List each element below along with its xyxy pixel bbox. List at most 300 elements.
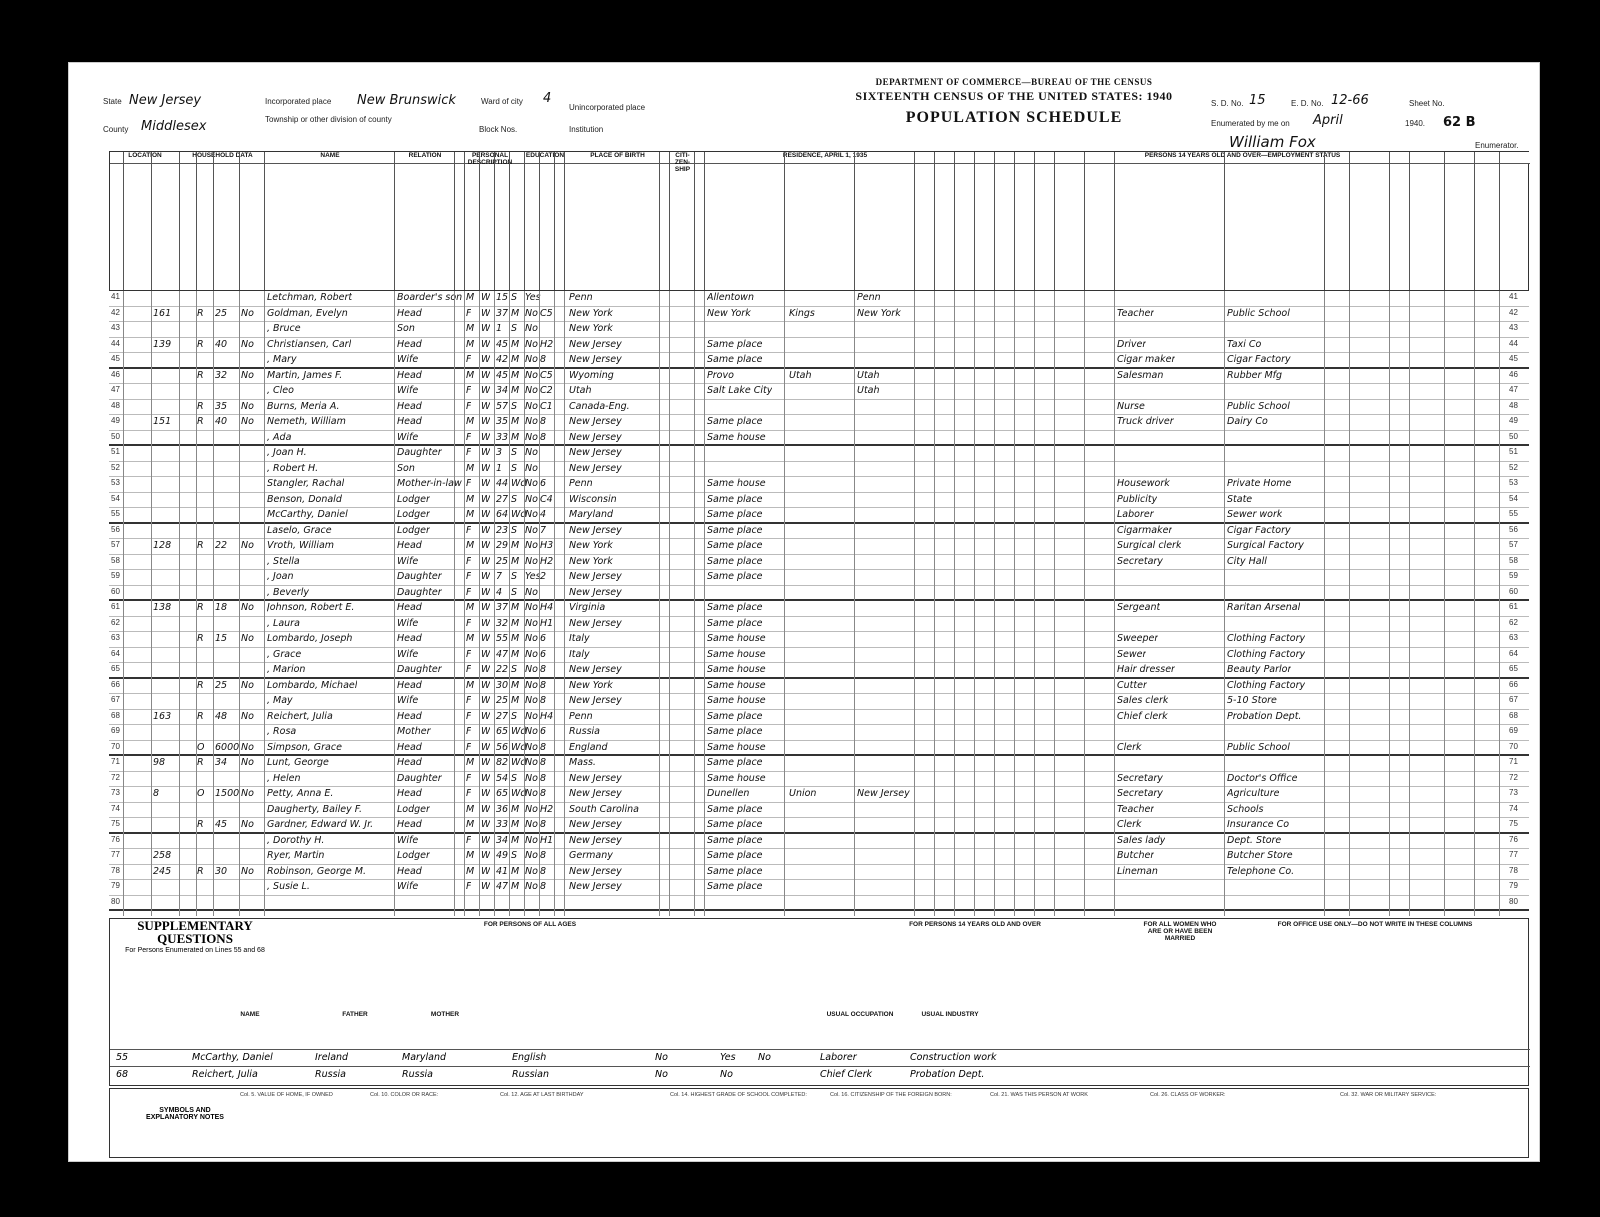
cell-grade: 8 [540, 819, 547, 830]
cell-name: , Bruce [267, 323, 301, 334]
cell-occ: Clerk [1117, 819, 1142, 830]
cell-rel: Head [397, 741, 422, 753]
cell-farm: No [241, 540, 254, 551]
cell-line: 55 [111, 509, 120, 518]
table-row [109, 756, 1529, 772]
cell-ind: Private Home [1227, 478, 1292, 489]
cell-ms: S [511, 292, 518, 303]
cell-line-right: 50 [1509, 431, 1518, 441]
supp-cell-ind: Construction work [910, 1052, 997, 1063]
cell-rel: Head [397, 540, 422, 551]
cell-sch: No [525, 710, 538, 722]
cell-grade: H2 [540, 555, 554, 567]
cell-line-right: 58 [1509, 555, 1518, 565]
cell-line-right: 80 [1509, 896, 1518, 906]
note-col10: Col. 10. COLOR OR RACE: [370, 1092, 439, 1098]
col-31 [1390, 152, 1410, 290]
group-birth: PLACE OF BIRTH [565, 152, 670, 164]
cell-rel: Mother [397, 726, 431, 737]
supp-group-women: FOR ALL WOMEN WHO ARE OR HAVE BEEN MARRIED [1143, 921, 1217, 942]
cell-sch: No [525, 664, 538, 675]
col-street [124, 152, 152, 290]
cell-birth: New Jersey [569, 571, 622, 582]
cell-race: W [481, 369, 491, 381]
cell-age: 27 [496, 710, 509, 722]
cell-value: 25 [215, 679, 228, 691]
cell-age: 57 [496, 400, 509, 412]
cell-sch: No [525, 648, 538, 660]
col-name [265, 152, 395, 290]
group-residence: RESIDENCE, APRIL 1, 1935 [695, 152, 955, 164]
cell-name: , Helen [267, 772, 301, 784]
cell-name: Johnson, Robert E. [267, 602, 355, 613]
cell-county: Union [789, 788, 817, 799]
cell-age: 7 [496, 571, 503, 582]
column-divider [509, 291, 510, 916]
cell-value: 30 [215, 865, 228, 877]
sheet-label: Sheet No. [1409, 99, 1445, 108]
cell-ms: M [511, 803, 520, 815]
cell-line-right: 60 [1509, 586, 1518, 596]
cell-ms: M [511, 695, 520, 706]
cell-ms: M [511, 369, 520, 381]
cell-age: 33 [496, 431, 509, 443]
cell-line: 45 [111, 354, 120, 363]
cell-grade: 8 [540, 850, 547, 861]
cell-rel: Boarder's son [397, 292, 463, 303]
cell-grade: H4 [540, 710, 554, 722]
cell-line-right: 70 [1509, 741, 1518, 751]
column-divider [196, 291, 197, 916]
cell-race: W [481, 555, 491, 567]
column-divider [464, 291, 465, 916]
table-row [109, 849, 1529, 865]
cell-own: R [197, 710, 204, 722]
col-owned [197, 152, 214, 290]
table-row [109, 694, 1529, 710]
cell-age: 15 [496, 292, 509, 303]
cell-city: Same house [707, 679, 766, 691]
cell-own: R [197, 679, 204, 691]
table-row [109, 539, 1529, 555]
cell-city: Same place [707, 416, 763, 427]
cell-sch: No [525, 323, 538, 334]
cell-value: 35 [215, 400, 228, 412]
supp-col-usual-ind: USUAL INDUSTRY [921, 1011, 979, 1018]
table-row [109, 415, 1529, 431]
supplementary-row [110, 1066, 1530, 1082]
cell-ms: S [511, 462, 518, 474]
cell-rel: Daughter [397, 664, 442, 675]
cell-sex: M [466, 493, 475, 505]
cell-birth: England [569, 741, 608, 753]
cell-city: Same place [707, 819, 763, 830]
cell-occ: Hair dresser [1117, 664, 1175, 675]
cell-sch: No [525, 772, 538, 784]
cell-name: , Grace [267, 648, 302, 660]
cell-birth: New Jersey [569, 586, 622, 598]
cell-age: 27 [496, 493, 509, 505]
col-23 [995, 152, 1015, 290]
cell-own: R [197, 757, 204, 768]
cell-ms: M [511, 819, 520, 830]
cell-line-right: 45 [1509, 354, 1518, 363]
cell-occ: Nurse [1117, 400, 1145, 412]
cell-house: 138 [153, 602, 172, 613]
table-row [109, 291, 1529, 307]
cell-age: 54 [496, 772, 509, 784]
cell-line: 44 [111, 338, 120, 348]
cell-value: 45 [215, 819, 228, 830]
column-divider [974, 291, 975, 916]
cell-city: Same place [707, 726, 763, 737]
cell-birth: South Carolina [569, 803, 639, 815]
cell-name: Petty, Anna E. [267, 788, 334, 799]
cell-ind: Public School [1227, 400, 1290, 412]
cell-value: 6000 [215, 741, 240, 753]
cell-age: 37 [496, 602, 509, 613]
cell-birth: Italy [569, 648, 590, 660]
cell-line: 72 [111, 772, 120, 782]
cell-race: W [481, 323, 491, 334]
supp-group-all-ages: FOR PERSONS OF ALL AGES [483, 921, 577, 928]
cell-birth: Mass. [569, 757, 596, 768]
col-34 [1475, 152, 1500, 290]
cell-city: Same house [707, 741, 766, 753]
cell-sex: F [466, 726, 472, 737]
cell-ms: Wd [511, 757, 527, 768]
col-hh-no [180, 152, 197, 290]
cell-birth: New Jersey [569, 354, 622, 365]
cell-line-right: 56 [1509, 524, 1518, 534]
cell-birth: New Jersey [569, 431, 622, 443]
cell-sex: F [466, 772, 472, 784]
supp-cell-ind: Probation Dept. [910, 1069, 985, 1080]
cell-grade: H3 [540, 540, 554, 551]
table-row [109, 617, 1529, 633]
cell-race: W [481, 431, 491, 443]
cell-line: 47 [111, 385, 120, 394]
cell-age: 33 [496, 819, 509, 830]
cell-grade: H2 [540, 803, 554, 815]
cell-occ: Sergeant [1117, 602, 1161, 613]
group-citizenship: CITI-ZEN-SHIP [670, 152, 695, 164]
cell-sch: No [525, 493, 538, 505]
cell-ms: M [511, 431, 520, 443]
cell-city: Same house [707, 431, 766, 443]
cell-age: 22 [496, 664, 509, 675]
cell-ms: S [511, 772, 518, 784]
cell-grade: 8 [540, 695, 547, 706]
cell-sex: M [466, 416, 475, 427]
cell-line-right: 53 [1509, 478, 1518, 487]
cell-grade: H4 [540, 602, 554, 613]
cell-race: W [481, 850, 491, 861]
cell-sex: M [466, 865, 475, 877]
group-personal: PERSONAL DESCRIPTION [455, 152, 525, 164]
cell-line: 58 [111, 555, 120, 565]
col-code-d [695, 152, 705, 290]
cell-grade: 8 [540, 354, 547, 365]
cell-sch: No [525, 400, 538, 412]
cell-grade: 6 [540, 726, 547, 737]
table-row [109, 369, 1529, 385]
cell-line-right: 55 [1509, 509, 1518, 518]
cell-ind: Rubber Mfg [1227, 369, 1283, 381]
cell-race: W [481, 803, 491, 815]
cell-ms: M [511, 416, 520, 427]
cell-age: 30 [496, 679, 509, 691]
cell-birth: New Jersey [569, 617, 622, 629]
cell-occ: Secretary [1117, 788, 1163, 799]
cell-race: W [481, 788, 491, 799]
cell-ms: S [511, 323, 518, 334]
table-row [109, 741, 1529, 757]
cell-value: 40 [215, 338, 228, 350]
col-line-no-right [1500, 152, 1530, 290]
cell-grade: C5 [540, 369, 553, 381]
cell-sch: No [525, 462, 538, 474]
cell-birth: New York [569, 679, 613, 691]
column-divider [454, 291, 455, 916]
cell-line: 43 [111, 323, 120, 332]
supp-cell-ded: No [758, 1052, 771, 1063]
cell-line-right: 43 [1509, 323, 1518, 332]
cell-ind: Dept. Store [1227, 834, 1282, 846]
cell-sch: No [525, 602, 538, 613]
cell-line-right: 79 [1509, 881, 1518, 890]
cell-line: 71 [111, 757, 120, 766]
table-row [109, 648, 1529, 664]
cell-race: W [481, 540, 491, 551]
cell-rel: Wife [397, 555, 419, 567]
cell-sch: No [525, 726, 538, 737]
supp-cell-lang: Russian [512, 1069, 550, 1080]
sheet-header [69, 63, 1539, 155]
enumerated-value: April [1313, 113, 1343, 128]
supp-cell-ss: No [720, 1069, 733, 1080]
cell-line: 51 [111, 447, 120, 456]
cell-line: 63 [111, 633, 120, 642]
cell-age: 29 [496, 540, 509, 551]
cell-sex: F [466, 834, 472, 846]
cell-ind: Beauty Parlor [1227, 664, 1292, 675]
col-house-no [152, 152, 180, 290]
cell-sch: No [525, 354, 538, 365]
cell-ind: Raritan Arsenal [1227, 602, 1301, 613]
table-row [109, 632, 1529, 648]
table-row [109, 462, 1529, 478]
cell-birth: Canada-Eng. [569, 400, 630, 412]
cell-sch: No [525, 819, 538, 830]
cell-ms: M [511, 865, 520, 877]
cell-line-right: 47 [1509, 385, 1518, 394]
cell-occ: Driver [1117, 338, 1147, 350]
cell-own: R [197, 338, 204, 350]
cell-state: Penn [857, 292, 881, 303]
cell-sch: No [525, 447, 538, 458]
col-res-city [705, 152, 785, 290]
cell-line: 80 [111, 896, 120, 906]
cell-race: W [481, 726, 491, 737]
supplementary-row [110, 1049, 1530, 1065]
cell-sch: No [525, 524, 538, 536]
col-relation [395, 152, 455, 290]
supp-cell-occ: Chief Clerk [820, 1069, 873, 1080]
cell-rel: Lodger [397, 493, 430, 505]
cell-rel: Daughter [397, 447, 442, 458]
cell-occ: Chief clerk [1117, 710, 1168, 722]
cell-city: Same place [707, 757, 763, 768]
cell-race: W [481, 586, 491, 598]
cell-grade: 6 [540, 648, 547, 660]
table-row [109, 834, 1529, 850]
cell-race: W [481, 710, 491, 722]
cell-sch: Yes [525, 292, 541, 303]
cell-city: Same place [707, 571, 763, 582]
cell-grade: 2 [540, 571, 547, 582]
group-education: EDUCATION [525, 152, 565, 164]
supp-cell-occ: Laborer [820, 1052, 857, 1063]
cell-occ: Truck driver [1117, 416, 1174, 427]
cell-birth: Penn [569, 292, 593, 303]
cell-line-right: 61 [1509, 602, 1518, 611]
cell-farm: No [241, 788, 254, 799]
cell-ms: M [511, 555, 520, 567]
column-divider [914, 291, 915, 916]
supplementary-subtitle: For Persons Enumerated on Lines 55 and 68 [125, 947, 265, 954]
cell-city: New York [707, 307, 751, 319]
table-row [109, 865, 1529, 881]
cell-sex: F [466, 648, 472, 660]
cell-name: Burns, Meria A. [267, 400, 340, 412]
column-divider [694, 291, 695, 916]
cell-rel: Wife [397, 834, 419, 846]
cell-grade: 8 [540, 741, 547, 753]
col-race [480, 152, 495, 290]
col-26 [1055, 152, 1085, 290]
cell-grade: 6 [540, 633, 547, 644]
cell-city: Same place [707, 555, 763, 567]
cell-age: 23 [496, 524, 509, 536]
cell-race: W [481, 664, 491, 675]
cell-line-right: 69 [1509, 726, 1518, 735]
cell-birth: New Jersey [569, 416, 622, 427]
cell-sch: No [525, 431, 538, 443]
cell-grade: C1 [540, 400, 553, 412]
cell-sch: No [525, 307, 538, 319]
table-row [109, 524, 1529, 540]
cell-sex: F [466, 478, 472, 489]
cell-own: O [197, 741, 205, 753]
note-col26: Col. 26. CLASS OF WORKER: [1150, 1092, 1226, 1098]
table-row [109, 787, 1529, 803]
col-res-farm [915, 152, 935, 290]
cell-ms: M [511, 354, 520, 365]
cell-rel: Head [397, 788, 422, 799]
cell-ind: Taxi Co [1227, 338, 1262, 350]
cell-age: 25 [496, 555, 509, 567]
cell-sex: M [466, 633, 475, 644]
cell-own: R [197, 819, 204, 830]
cell-rel: Wife [397, 431, 419, 443]
cell-race: W [481, 509, 491, 520]
cell-line: 75 [111, 819, 120, 828]
cell-line: 50 [111, 431, 120, 441]
cell-sex: M [466, 819, 475, 830]
cell-house: 151 [153, 416, 172, 427]
cell-sch: No [525, 617, 538, 629]
table-row [109, 601, 1529, 617]
cell-rel: Head [397, 710, 422, 722]
col-res-county [785, 152, 855, 290]
cell-own: R [197, 633, 204, 644]
cell-house: 258 [153, 850, 172, 861]
cell-ms: S [511, 400, 518, 412]
cell-rel: Head [397, 338, 422, 350]
incorporated-label: Incorporated place [265, 97, 332, 106]
cell-race: W [481, 633, 491, 644]
cell-farm: No [241, 602, 254, 613]
cell-rel: Daughter [397, 772, 442, 784]
cell-grade: 8 [540, 416, 547, 427]
cell-city: Same house [707, 633, 766, 644]
cell-sch: No [525, 416, 538, 427]
cell-sex: F [466, 664, 472, 675]
cell-sex: F [466, 617, 472, 629]
cell-ind: Clothing Factory [1227, 648, 1306, 660]
cell-line: 77 [111, 850, 120, 859]
table-row [109, 477, 1529, 493]
table-row [109, 710, 1529, 726]
cell-race: W [481, 493, 491, 505]
cell-age: 1 [496, 462, 503, 474]
cell-rel: Mother-in-law [397, 478, 462, 489]
cell-sch: No [525, 478, 538, 489]
table-row [109, 555, 1529, 571]
cell-rel: Head [397, 400, 422, 412]
col-22 [975, 152, 995, 290]
cell-line: 79 [111, 881, 120, 890]
col-value [214, 152, 240, 290]
cell-sch: No [525, 741, 538, 753]
cell-name: Ryer, Martin [267, 850, 325, 861]
col-industry [1225, 152, 1325, 290]
cell-ms: M [511, 679, 520, 691]
cell-ms: Wd [511, 726, 527, 737]
cell-sex: F [466, 354, 472, 365]
table-row [109, 896, 1529, 912]
cell-age: 45 [496, 338, 509, 350]
cell-line-right: 64 [1509, 648, 1518, 658]
column-divider [704, 291, 705, 916]
cell-house: 161 [153, 307, 172, 319]
cell-ms: M [511, 307, 520, 319]
cell-name: Letchman, Robert [267, 292, 353, 303]
col-code-c [660, 152, 670, 290]
cell-occ: Cigarmaker [1117, 524, 1173, 536]
cell-line: 69 [111, 726, 120, 735]
cell-age: 4 [496, 586, 503, 598]
col-code-a [455, 152, 465, 290]
cell-rel: Lodger [397, 509, 430, 520]
col-birthplace [565, 152, 660, 290]
cell-occ: Cutter [1117, 679, 1147, 691]
column-divider [554, 291, 555, 916]
cell-value: 22 [215, 540, 228, 551]
cell-age: 32 [496, 617, 509, 629]
cell-race: W [481, 695, 491, 706]
